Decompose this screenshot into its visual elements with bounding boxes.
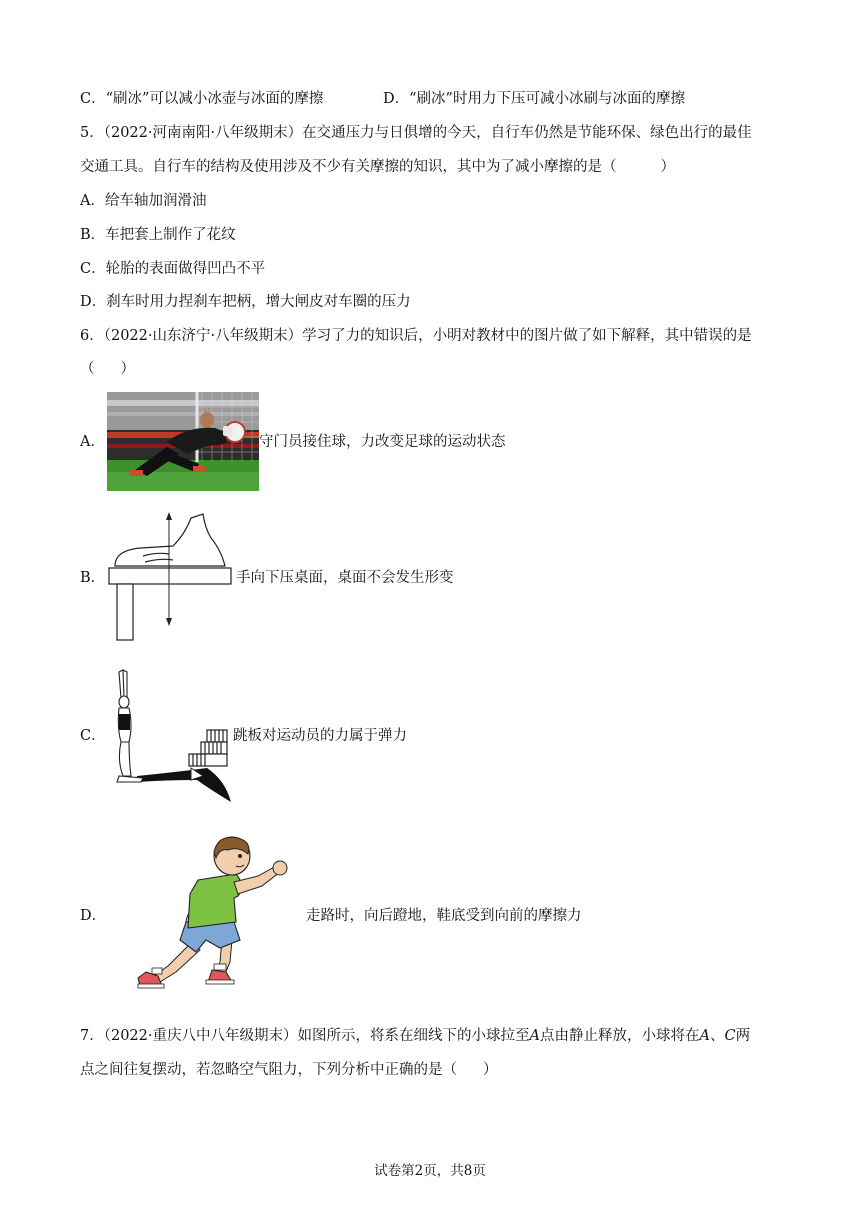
point-a-label: A xyxy=(529,1028,540,1044)
q5-option-d: D．刹车时用力捏刹车把柄，增大闸皮对车圈的压力 xyxy=(80,294,411,310)
point-c-label: C xyxy=(724,1028,736,1044)
q5-option-c: C．轮胎的表面做得凹凸不平 xyxy=(80,261,266,277)
goalkeeper-photo xyxy=(107,392,259,491)
q7-stem-line1: 7．（2022·重庆八中八年级期末）如图所示，将系在细线下的小球拉至A点由静止释放，小球将在A、C两 xyxy=(80,1028,751,1044)
q6-stem-line1: 6．（2022·山东济宁·八年级期末）学习了力的知识后，小明对教材中的图片做了如下解释，其中错误的是 xyxy=(80,328,752,344)
q6-option-a-text: 守门员接住球，力改变足球的运动状态 xyxy=(259,434,506,450)
q6-option-b-letter: B． xyxy=(80,570,106,586)
q6-option-b-text: 手向下压桌面，桌面不会发生形变 xyxy=(236,570,454,586)
q5-stem-line1: 5．（2022·河南南阳·八年级期末）在交通压力与日俱增的今天，自行车仍然是节能环保、绿色出行的最佳 xyxy=(80,125,752,141)
q6-option-d-text: 走路时，向后蹬地，鞋底受到向前的摩擦力 xyxy=(306,908,582,924)
q5-option-b: B．车把套上制作了花纹 xyxy=(80,227,236,243)
q6-option-c-letter: C． xyxy=(80,728,106,744)
q4-option-c: C．“刷冰”可以减小冰壶与冰面的摩擦 xyxy=(80,91,324,107)
q6-option-a-letter: A． xyxy=(80,434,105,450)
running-boy-figure xyxy=(128,836,296,998)
springboard-diver-figure xyxy=(107,668,233,804)
q6-option-d-letter: D． xyxy=(80,908,107,924)
page-footer: 试卷第2页，共8页 xyxy=(374,1163,486,1179)
q6-stem-line2: （ ） xyxy=(80,361,135,377)
q4-option-d: D．“刷冰”时用力下压可减小冰刷与冰面的摩擦 xyxy=(383,91,685,107)
q5-stem-line2: 交通工具。自行车的结构及使用涉及不少有关摩擦的知识，其中为了减小摩擦的是（ ） xyxy=(80,159,675,175)
q7-stem-line2: 点之间往复摆动，若忽略空气阻力，下列分析中正确的是（ ） xyxy=(80,1062,498,1078)
hand-pressing-table-figure xyxy=(107,510,235,642)
q6-option-c-text: 跳板对运动员的力属于弹力 xyxy=(233,728,407,744)
q5-option-a: A．给车轴加润滑油 xyxy=(80,193,207,209)
